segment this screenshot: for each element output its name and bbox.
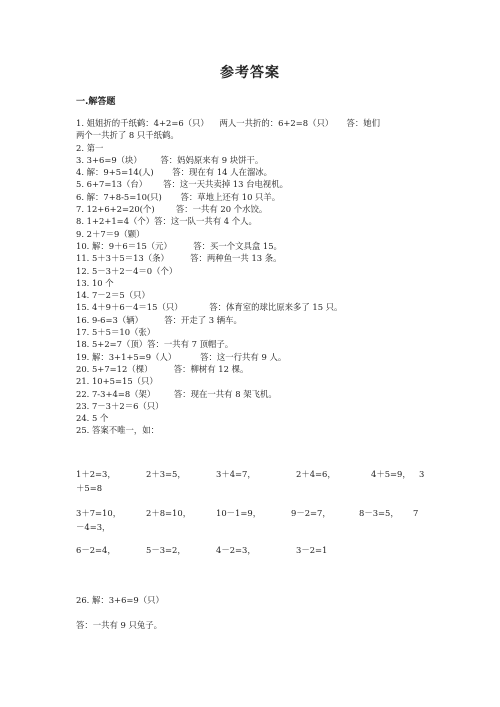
answer-line: 26. 解：3+6=9（只） (76, 595, 164, 605)
equation: 7 (413, 508, 419, 518)
answer-line: 13. 10 个 (76, 277, 114, 288)
answer-line: 10. 解：9＋6＝15（元） 答：买一个文具盒 15。 (76, 240, 282, 251)
equation: 1＋2=3， (76, 469, 116, 479)
equation-row-2 (76, 507, 426, 532)
equation: 3 (419, 469, 425, 479)
section-heading: 一.解答题 (76, 97, 116, 107)
answer-list (76, 117, 426, 437)
answer-line: 12. 5－3＋2－4＝0（个） (76, 265, 178, 276)
equation: 4＋5=9， (371, 469, 411, 479)
answer-line: 20. 5+7=12（棵） 答：柳树有 12 棵。 (76, 363, 249, 374)
equation: 5－3=2， (146, 545, 186, 555)
equation: 10－1=9， (216, 508, 262, 518)
page-title: 参考答案 (220, 65, 280, 81)
answer-line: 4. 解：9+5=14(人) 答：现在有 14 人在溜冰。 (76, 167, 273, 178)
equation-wrap: ＋5=8 (76, 483, 103, 493)
equation: 3＋7=10， (76, 508, 122, 518)
answer-line: 18. 5+2=7（顶）答：一共有 7 顶帽子。 (76, 339, 234, 350)
answer-line: 两个一共折了 8 只千纸鹤。 (76, 130, 179, 141)
equation: 2＋4=6， (296, 469, 336, 479)
equation: 2＋3=5， (146, 469, 186, 479)
equation-row-1 (76, 468, 426, 493)
equation: 4－2=3， (216, 545, 256, 555)
answer-line: 24. 5 个 (76, 413, 109, 424)
answer-line: 9. 2＋7＝9（颗） (76, 228, 145, 239)
answer-line: 21. 10+5=15（只） (76, 376, 158, 387)
equation-wrap: －4=3， (76, 522, 111, 532)
answer-line: 7. 12+6+2=20(个) 答：一共有 20 个水饺。 (76, 204, 268, 215)
answer-line: 5. 6+7=13（台） 答：这一天共卖掉 13 台电视机。 (76, 179, 288, 190)
answer-line: 6. 解：7+8-5=10(只) 答：草地上还有 10 只羊。 (76, 191, 281, 202)
answer-line: 3. 3+6=9（块） 答：妈妈原来有 9 块饼干。 (76, 154, 264, 165)
answer-line: 22. 7-3+4=8（架） 答：现在一共有 8 架飞机。 (76, 388, 277, 399)
equation: 3＋4=7， (216, 469, 256, 479)
equation: 9－2=7， (291, 508, 331, 518)
equation-row-3 (76, 544, 426, 558)
answer-line: 19. 解：3+1+5=9（人） 答：这一行共有 9 人。 (76, 351, 287, 362)
answer-line: 15. 4＋9＋6－4＝15（只） 答：体育室的球比原来多了 15 只。 (76, 302, 343, 313)
answer-line: 1. 姐姐折的千纸鹤：4+2=6（只） 两人一共折的：6+2=8（只） 答：她们 (76, 118, 381, 128)
equation: 3－2=1 (296, 545, 328, 555)
equation: 6－2=4， (76, 545, 116, 555)
equation: 2＋8=10， (146, 508, 192, 518)
answer-line: 25. 答案不唯一，如： (76, 425, 159, 436)
answer-line: 答：一共有 9 只兔子。 (76, 620, 163, 630)
answer-line: 2. 第一 (76, 142, 104, 153)
answer-line: 17. 5＋5＝10（张） (76, 327, 156, 338)
answer-line: 14. 7－2＝5（只） (76, 290, 150, 301)
equation: 8－3=5， (359, 508, 399, 518)
answer-line: 16. 9-6=3（辆） 答：开走了 3 辆车。 (76, 314, 242, 325)
answer-line: 8. 1+2+1=4（个）答：这一队一共有 4 个人。 (76, 216, 257, 227)
answer-line: 23. 7－3＋2＝6（只） (76, 400, 164, 411)
answer-line: 11. 5＋3＋5＝13（条） 答：两种鱼一共 13 条。 (76, 253, 282, 264)
